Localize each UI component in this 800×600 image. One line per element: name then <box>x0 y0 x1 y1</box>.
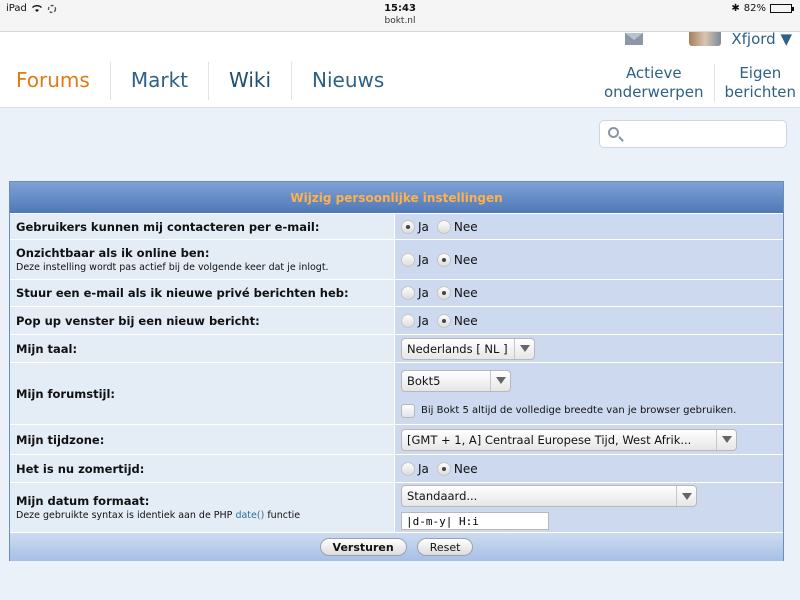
radio-group <box>401 314 777 328</box>
tab-actieve-onderwerpen[interactable] <box>600 64 708 102</box>
radio-option-ja[interactable] <box>401 286 429 300</box>
user-menu[interactable]: Xfjord ▼ <box>731 30 792 48</box>
select-value: [GMT + 1, A] Centraal Europese Tijd, West Afrik... <box>407 432 692 447</box>
radio-option-nee[interactable] <box>437 253 478 267</box>
setting-label: Mijn datum formaat: <box>16 494 150 508</box>
checkbox-label: Bij Bokt 5 altijd de volledige breedte van je browser gebruiken. <box>421 405 737 416</box>
ios-status-bar <box>0 0 800 32</box>
radio-label: Nee <box>453 219 478 234</box>
timezone-select[interactable] <box>401 429 737 451</box>
radio-option-ja[interactable] <box>401 253 429 267</box>
setting-label-cell <box>10 455 395 482</box>
setting-row-email-contact <box>10 214 783 240</box>
chevron-down-icon <box>716 430 736 450</box>
fullwidth-checkbox[interactable] <box>401 404 415 418</box>
radio-label: Nee <box>453 313 478 328</box>
setting-row-timezone <box>10 425 783 455</box>
search-box[interactable] <box>599 120 787 148</box>
radio-label: Nee <box>453 286 478 300</box>
setting-row-forumstyle <box>10 363 783 425</box>
reset-button[interactable]: Reset <box>417 538 474 556</box>
setting-label: Gebruikers kunnen mij contacteren per e-mail: <box>16 219 320 234</box>
radio-label: Ja <box>418 313 429 328</box>
radio-label: Ja <box>418 252 429 267</box>
setting-label: Het is nu zomertijd: <box>16 461 145 476</box>
nav-divider <box>714 64 715 102</box>
nav-forums[interactable]: Forums <box>16 68 90 92</box>
bluetooth-icon: ✱ <box>731 3 740 14</box>
setting-value-cell <box>395 335 783 362</box>
hint-text: functie <box>267 510 301 521</box>
setting-label-cell <box>10 214 395 239</box>
setting-label-cell <box>10 483 395 532</box>
device-label: iPad <box>6 3 27 14</box>
forumstyle-select[interactable] <box>401 370 511 392</box>
tab-line: Eigen <box>739 64 782 82</box>
radio-label: Ja <box>418 219 429 234</box>
radio-group <box>401 253 777 267</box>
hint-text: Deze gebruikte syntax is identiek aan de PHP <box>16 510 233 521</box>
radio-label: Ja <box>418 461 429 476</box>
radio-option-ja[interactable] <box>401 220 429 234</box>
chevron-down-icon <box>514 339 534 359</box>
radio-button[interactable] <box>437 314 451 328</box>
select-value: Bokt5 <box>407 373 441 388</box>
settings-panel <box>9 181 784 561</box>
radio-label: Nee <box>453 252 478 267</box>
setting-hint: Deze instelling wordt pas actief bij de volgende keer dat je inlogt. <box>16 262 329 273</box>
chevron-down-icon <box>490 371 510 391</box>
setting-hint <box>16 510 388 521</box>
radio-button[interactable] <box>401 220 415 234</box>
radio-option-ja[interactable] <box>401 314 429 328</box>
setting-label-cell <box>10 335 395 362</box>
nav-wiki[interactable]: Wiki <box>229 68 272 92</box>
nav-divider <box>110 62 111 100</box>
search-input[interactable] <box>624 124 780 144</box>
side-tabs <box>600 64 800 102</box>
radio-group <box>401 286 777 300</box>
setting-label: Pop up venster bij een nieuw bericht: <box>16 313 260 328</box>
nav-markt[interactable]: Markt <box>130 68 188 92</box>
nav-divider <box>208 62 209 100</box>
setting-label: Stuur een e-mail als ik nieuwe privé berichten heb: <box>16 286 349 300</box>
setting-row-popup <box>10 307 783 335</box>
battery-icon <box>770 4 792 13</box>
setting-row-language <box>10 335 783 363</box>
radio-button[interactable] <box>401 462 415 476</box>
dateformat-select[interactable] <box>401 485 697 507</box>
radio-label: Nee <box>453 461 478 476</box>
radio-button[interactable] <box>401 286 415 300</box>
radio-button[interactable] <box>437 220 451 234</box>
radio-button[interactable] <box>401 314 415 328</box>
setting-label: Mijn tijdzone: <box>16 432 105 447</box>
php-date-link[interactable]: date() <box>235 510 265 521</box>
nav-nieuws[interactable]: Nieuws <box>312 68 385 92</box>
chevron-down-icon <box>676 486 696 506</box>
panel-title: Wijzig persoonlijke instellingen <box>10 182 783 214</box>
setting-label: Onzichtbaar als ik online ben: <box>16 246 210 260</box>
radio-group <box>401 220 777 234</box>
setting-value-cell <box>395 363 783 424</box>
radio-button[interactable] <box>437 286 451 300</box>
setting-row-dateformat <box>10 483 783 533</box>
status-right <box>731 3 792 14</box>
battery-percent: 82% <box>743 3 766 14</box>
fullwidth-option[interactable] <box>401 404 777 418</box>
mail-icon[interactable] <box>625 33 643 45</box>
setting-row-invisible <box>10 240 783 280</box>
language-select[interactable] <box>401 338 535 360</box>
select-value: Nederlands [ NL ] <box>407 341 508 356</box>
setting-label: Mijn forumstijl: <box>16 386 116 401</box>
radio-option-nee[interactable] <box>437 286 478 300</box>
setting-label-cell <box>10 307 395 334</box>
select-value: Standaard... <box>407 489 478 503</box>
radio-group <box>401 462 777 476</box>
form-actions <box>10 533 783 561</box>
setting-label-cell <box>10 425 395 454</box>
setting-value-cell <box>395 425 783 454</box>
setting-label-cell <box>10 363 395 424</box>
radio-option-nee[interactable] <box>437 314 478 328</box>
setting-value-cell <box>395 455 783 482</box>
radio-button[interactable] <box>437 462 451 476</box>
submit-button[interactable]: Versturen <box>320 538 407 556</box>
setting-label: Mijn taal: <box>16 341 78 356</box>
search-icon <box>608 127 619 138</box>
setting-value-cell <box>395 214 783 239</box>
radio-option-ja[interactable] <box>401 462 429 476</box>
setting-value-cell <box>395 483 783 532</box>
user-bar <box>625 30 792 48</box>
tab-line: Actieve <box>625 64 682 82</box>
radio-option-nee[interactable] <box>437 220 478 234</box>
radio-button[interactable] <box>401 253 415 267</box>
setting-value-cell <box>395 240 783 279</box>
main-nav <box>0 62 384 102</box>
setting-row-email-pm <box>10 280 783 307</box>
radio-label: Ja <box>418 286 429 300</box>
setting-value-cell <box>395 307 783 334</box>
radio-option-nee[interactable] <box>437 462 478 476</box>
setting-label-cell <box>10 280 395 306</box>
avatar[interactable] <box>689 32 721 46</box>
setting-label-cell <box>10 240 395 279</box>
setting-value-cell <box>395 280 783 306</box>
tab-line: onderwerpen <box>604 83 704 101</box>
site-header <box>0 32 800 108</box>
tab-line: berichten <box>724 83 796 101</box>
setting-row-dst <box>10 455 783 483</box>
nav-divider <box>291 62 292 100</box>
address-url[interactable]: bokt.nl <box>384 16 416 26</box>
tab-eigen-berichten[interactable] <box>721 64 800 102</box>
radio-button[interactable] <box>437 253 451 267</box>
status-clock: 15:43 <box>384 3 416 14</box>
dateformat-input[interactable] <box>401 512 549 530</box>
